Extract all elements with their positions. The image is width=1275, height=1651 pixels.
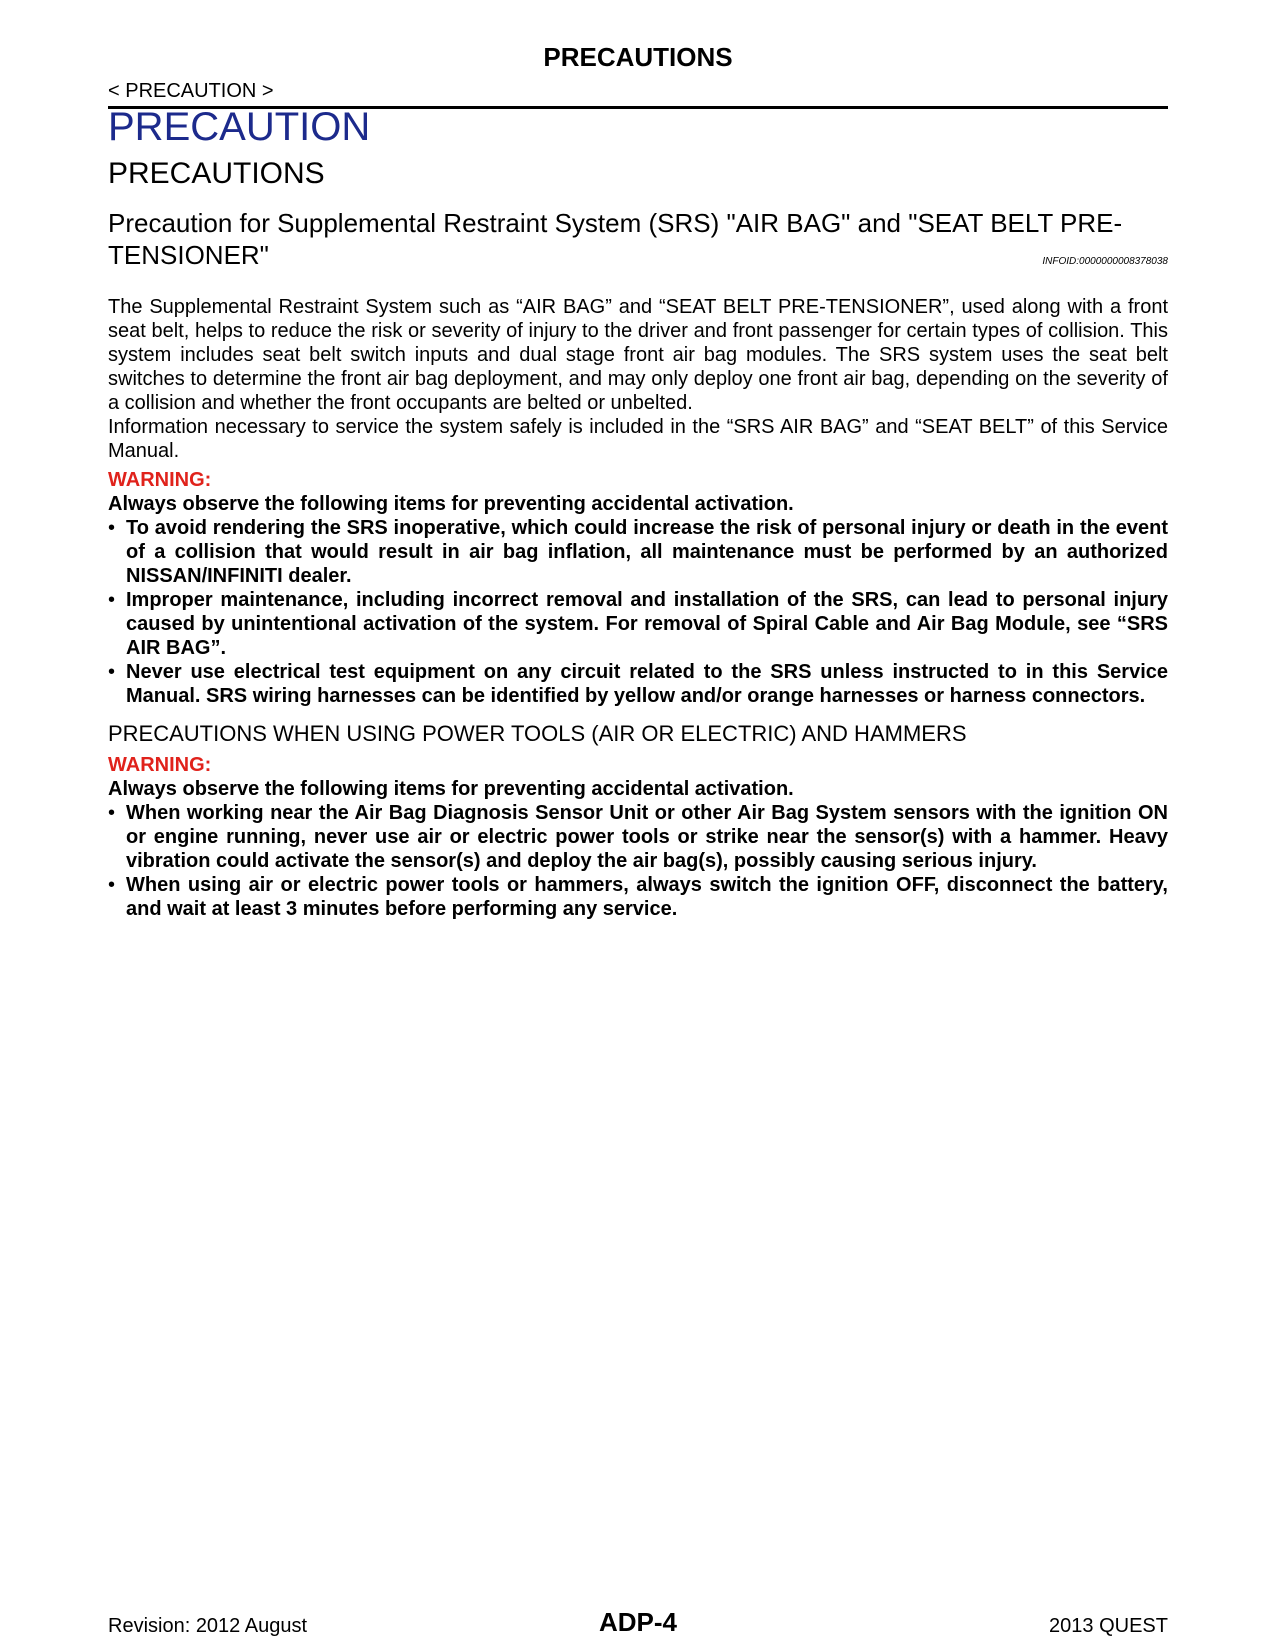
list-item-text: Improper maintenance, including incorrect removal and installation of the SRS, can lead to personal injury caused by unintentional activation of the system. For removal of Spiral Cable and Air Bag Module, see “SRS AIR BAG”. (126, 589, 1168, 659)
bullet-icon: • (108, 874, 116, 896)
list-item-text: To avoid rendering the SRS inoperative, which could increase the risk of personal injury or death in the event of a collision that would result in air bag inflation, all maintenance must be performed by an authorized NISSAN/INFINITI dealer. (126, 517, 1168, 587)
list-item (108, 588, 1168, 660)
power-tools-heading: PRECAUTIONS WHEN USING POWER TOOLS (AIR OR ELECTRIC) AND HAMMERS (108, 721, 967, 746)
section-title: PRECAUTIONS (108, 157, 325, 190)
manual-page (108, 0, 1168, 1651)
warning-intro: Always observe the following items for preventing accidental activation. (108, 778, 794, 800)
subsection-title: Precaution for Supplemental Restraint System (SRS) "AIR BAG" and "SEAT BELT PRE-TENSIONER" (108, 208, 1123, 270)
bullet-icon: • (108, 589, 116, 611)
info-paragraph: Information necessary to service the system safely is included in the “SRS AIR BAG” and “SEAT BELT” of this Service Manual. (108, 416, 1168, 462)
list-item (108, 660, 1168, 708)
breadcrumb: < PRECAUTION > (108, 80, 274, 102)
warning-label: WARNING: (108, 469, 212, 491)
chapter-title: PRECAUTION (108, 105, 371, 149)
footer-model: 2013 QUEST (1049, 1615, 1168, 1637)
info-id: INFOID:0000000008378038 (1042, 256, 1168, 267)
intro-paragraph: The Supplemental Restraint System such as “AIR BAG” and “SEAT BELT PRE-TENSIONER”, used along with a front seat belt, helps to reduce the risk or severity of injury to the driver and front passenger for certain types of collision. This system includes seat belt switch inputs and dual stage front air bag modules. The SRS system uses the seat belt switches to determine the front air bag deployment, and may only deploy one front air bag, depending on the severity of a collision and whether the front occupants are belted or unbelted. (108, 296, 1168, 414)
bullet-icon: • (108, 661, 116, 683)
page-header-title: PRECAUTIONS (543, 42, 733, 72)
footer-page-number: ADP-4 (598, 1607, 677, 1637)
list-item (108, 801, 1168, 873)
power-tools-warning-list (108, 801, 1168, 921)
bullet-icon: • (108, 802, 116, 824)
bullet-icon: • (108, 517, 116, 539)
footer-revision: Revision: 2012 August (108, 1615, 308, 1637)
warning-label: WARNING: (108, 754, 212, 776)
warning-intro: Always observe the following items for preventing accidental activation. (108, 493, 794, 515)
list-item-text: When using air or electric power tools or hammers, always switch the ignition OFF, disconnect the battery, and wait at least 3 minutes before performing any service. (126, 874, 1168, 920)
main-content (108, 295, 1168, 921)
list-item (108, 516, 1168, 588)
list-item-text: Never use electrical test equipment on any circuit related to the SRS unless instructed to in this Service Manual. SRS wiring harnesses can be identified by yellow and/or orange harnesses or harness connectors. (126, 661, 1168, 707)
srs-warning-list (108, 516, 1168, 708)
list-item-text: When working near the Air Bag Diagnosis Sensor Unit or other Air Bag System sensors with the ignition ON or engine running, never use air or electric power tools or strike near the sensor(s) with a hammer. Heavy vibration could activate the sensor(s) and deploy the air bag(s), possibly causing serious injury. (126, 802, 1168, 872)
list-item (108, 873, 1168, 921)
